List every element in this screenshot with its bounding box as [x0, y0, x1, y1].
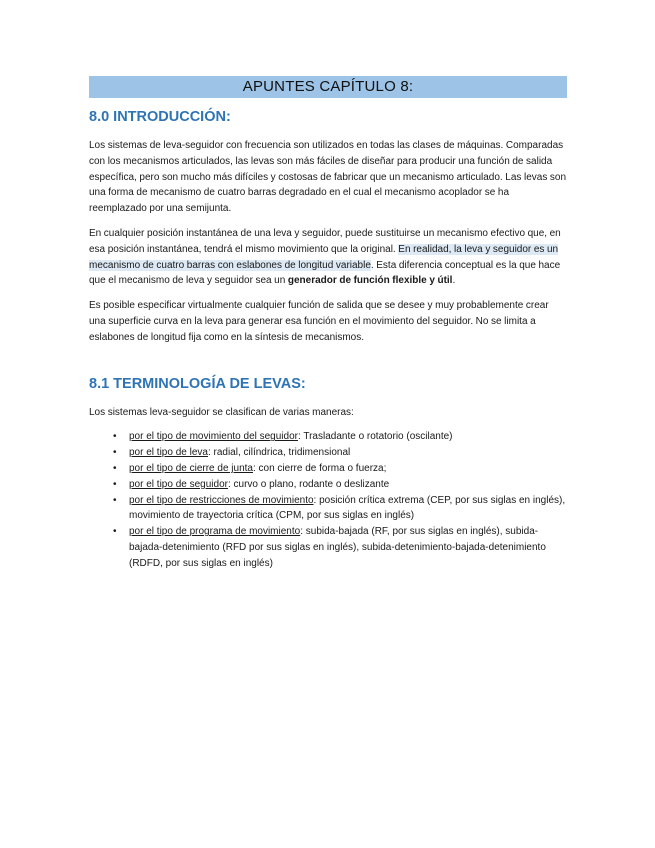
terminology-intro: Los sistemas leva-seguidor se clasifican de varias maneras: — [89, 406, 354, 418]
list-item — [113, 524, 567, 571]
bullet-icon: • — [113, 447, 117, 459]
chapter-title: APUNTES CAPÍTULO 8: — [89, 76, 567, 98]
list-item — [113, 461, 567, 477]
bold-text: generador de función flexible y útil — [287, 275, 453, 287]
list-item-label: por el tipo de seguidor — [129, 478, 228, 490]
list-item — [113, 445, 567, 461]
section-heading-introduction: 8.0 INTRODUCCIÓN: — [89, 109, 231, 125]
document-page — [89, 76, 567, 572]
section-heading-terminology: 8.1 TERMINOLOGÍA DE LEVAS: — [89, 375, 306, 392]
classification-list — [89, 429, 567, 571]
bullet-icon: • — [113, 526, 117, 538]
bullet-icon: • — [113, 431, 117, 443]
list-item-label: por el tipo de movimiento del seguidor — [129, 431, 298, 443]
bullet-icon: • — [113, 478, 117, 490]
list-item — [113, 493, 567, 525]
list-item-text: : Trasladante o rotatorio (oscilante) — [297, 431, 453, 443]
intro-paragraph-2-start: En cualquier posición instantánea de una leva y seguidor, puede sustituirse un mecanismo efectivo que, en esa posición instantánea, tendrá el mismo movimiento que la original. — [89, 227, 561, 255]
list-item-label: por el tipo de cierre de junta — [129, 462, 253, 474]
list-item-text: : con cierre de forma o fuerza; — [252, 462, 387, 474]
list-item-text: : curvo o plano, rodante o deslizante — [227, 478, 390, 490]
list-item-text: : subida-bajada (RF, por sus siglas en inglés), subida-bajada-detenimiento (RFD por sus siglas en inglés), subida-detenimiento-bajada-detenimiento (RDFD, por sus siglas en inglés) — [129, 526, 546, 569]
bullet-icon: • — [113, 462, 117, 474]
list-item-text: : radial, cilíndrica, tridimensional — [207, 447, 351, 459]
intro-paragraph-1: Los sistemas de leva-seguidor con frecuencia son utilizados en todas las clases de máquinas. Comparadas con los mecanismos articulados, las levas son más fáciles de diseñar para producir una función de salida específica, pero son mucho más difíciles y costosas de fabricar que un mecanismo articulado. Las levas son una forma de mecanismo de cuatro barras degradado en el cual el mecanismo acoplador se ha reemplazado por una semijunta. — [89, 140, 567, 215]
list-item-label: por el tipo de programa de movimiento — [129, 526, 301, 538]
list-item — [113, 477, 567, 493]
intro-paragraph-3: Es posible especificar virtualmente cualquier función de salida que se desee y muy probablemente crear una superficie curva en la leva para generar esa función en el movimiento del seguidor. No se limita a eslabones de longitud fija como en la síntesis de mecanismos. — [89, 300, 549, 343]
list-item-text: : posición crítica extrema (CEP, por sus siglas en inglés), movimiento de trayectoria crítica (CPM, por sus siglas en inglés) — [129, 494, 566, 522]
list-item-label: por el tipo de leva — [129, 447, 208, 459]
list-item — [113, 429, 567, 445]
intro-paragraph-2-middle: . Esta diferencia conceptual es la que hace que el mecanismo de leva y seguidor sea un — [89, 259, 561, 287]
list-item-label: por el tipo de restricciones de movimiento — [129, 494, 314, 506]
intro-paragraph-2-end: . — [452, 275, 456, 287]
bullet-icon: • — [113, 494, 117, 506]
intro-paragraph-2 — [89, 226, 567, 289]
highlighted-text: En realidad, la leva y seguidor es un mecanismo de cuatro barras con eslabones de longitud variable — [89, 243, 559, 271]
